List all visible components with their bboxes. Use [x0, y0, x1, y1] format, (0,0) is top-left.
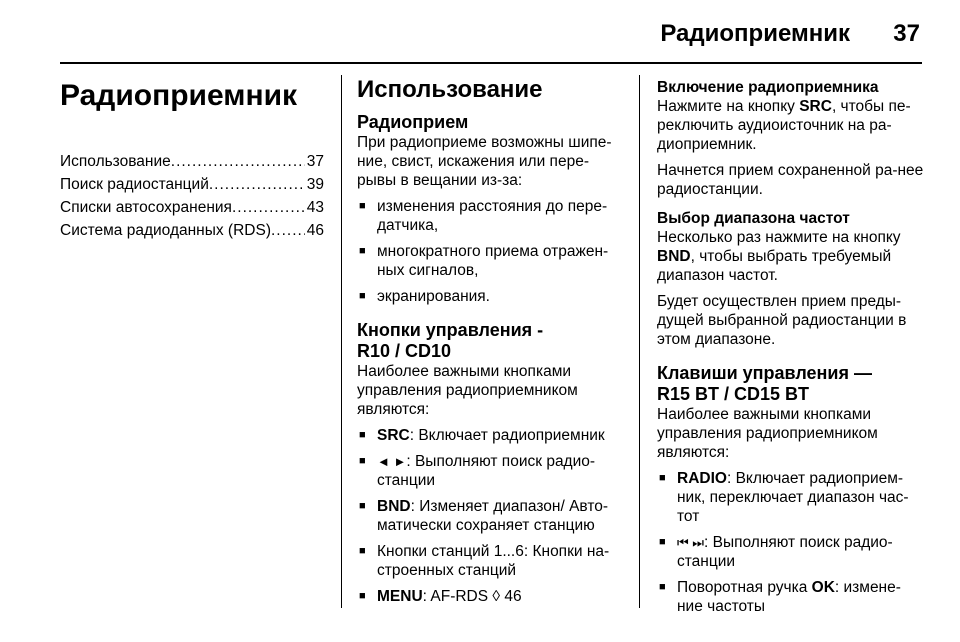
toc-label: Поиск радиостанций — [60, 176, 209, 193]
bnd-text: : Изменяет диапазон/ Авто-матически сохраняет станцию — [377, 498, 609, 534]
controls-column — [657, 70, 925, 623]
toc-label: Система радиоданных (RDS) — [60, 222, 271, 239]
table-of-contents — [60, 150, 324, 242]
src-key: SRC — [799, 98, 832, 115]
toc-leader — [209, 173, 305, 196]
column-divider-1 — [341, 75, 342, 608]
list-item — [657, 533, 925, 571]
power-text-a: Нажмите на кнопку — [657, 98, 800, 115]
list-item: ■ многократного приема отражен-ных сигналов, — [357, 242, 621, 280]
band-text-a: Несколько раз нажмите на кнопку — [657, 229, 901, 246]
radio-heading: Радиоприем — [357, 112, 469, 132]
src-key: SRC — [377, 427, 410, 444]
toc-page: 37 — [306, 153, 324, 170]
toc-column — [60, 70, 324, 242]
keys-heading-line2: R15 BT / CD15 BT — [657, 384, 810, 404]
bnd-key: BND — [657, 248, 691, 265]
power-heading: Включение радиоприемника — [657, 79, 879, 96]
page-ref-icon: ◊ — [492, 588, 501, 605]
toc-entry[interactable] — [60, 150, 324, 173]
menu-key: MENU — [377, 588, 423, 605]
toc-leader — [232, 196, 305, 219]
band-text-b: , чтобы выбрать требуемый диапазон частот. — [657, 248, 892, 284]
seek-skip-icon: ⏮ ⏭ — [677, 535, 705, 550]
toc-leader — [171, 150, 305, 173]
seek-text: : Выполняют поиск радио-станции — [677, 534, 893, 570]
buttons-list — [357, 426, 621, 606]
page-ref-number[interactable]: 46 — [504, 588, 522, 605]
page-number: 37 — [893, 20, 920, 47]
knob-text-b: : измене-ние частоты — [677, 579, 901, 615]
toc-entry[interactable] — [60, 219, 324, 242]
toc-leader — [271, 219, 305, 242]
band-text — [657, 228, 925, 285]
toc-entry[interactable] — [60, 196, 324, 219]
band-text-2: Будет осуществлен прием преды-дущей выбранной радиостанции в этом диапазоне. — [657, 293, 907, 348]
list-item — [357, 452, 621, 490]
list-item — [357, 497, 621, 535]
usage-column — [357, 70, 621, 613]
list-item: ■ изменения расстояния до пере-датчика, — [357, 197, 621, 235]
list-item — [357, 587, 621, 606]
keys-list — [657, 469, 925, 616]
section-title: Использование — [357, 76, 543, 103]
list-item — [657, 578, 925, 616]
page-header — [0, 0, 960, 62]
knob-text-a: Поворотная ручка — [677, 579, 812, 596]
ok-key: OK — [811, 579, 835, 596]
list-item — [657, 469, 925, 526]
toc-page: 46 — [306, 222, 324, 239]
power-text — [657, 97, 925, 154]
arrows-text: : Выполняют поиск радио-станции — [377, 453, 596, 489]
toc-label: Использование — [60, 153, 171, 170]
toc-label: Списки автосохранения — [60, 199, 232, 216]
power-text-2: Начнется прием сохраненной ра-нее радиостанции. — [657, 162, 924, 198]
toc-page: 39 — [306, 176, 324, 193]
chapter-title: Радиоприемник — [60, 79, 298, 112]
buttons-heading-line1: Кнопки управления - — [357, 320, 544, 340]
src-text: : Включает радиоприемник — [409, 427, 605, 444]
power-text-b: , чтобы пе-реключить аудиоисточник на ра-диоприемник. — [657, 98, 911, 153]
buttons-heading-line2: R10 / CD10 — [357, 341, 452, 361]
seek-arrows-icon: ◄ ► — [377, 454, 407, 469]
list-item — [357, 426, 621, 445]
radio-key: RADIO — [677, 470, 727, 487]
keys-intro: Наиболее важными кнопками управления радиоприемником являются: — [657, 406, 878, 461]
list-item: ■ экранирования. — [357, 287, 621, 306]
list-item: ■ Кнопки станций 1...6: Кнопки на-строенных станций — [357, 542, 621, 580]
radio-bullets — [357, 197, 621, 306]
bnd-key: BND — [377, 498, 411, 515]
column-divider-2 — [639, 75, 640, 608]
buttons-intro: Наиболее важными кнопками управления радиоприемником являются: — [357, 363, 578, 418]
toc-entry[interactable] — [60, 173, 324, 196]
keys-heading-line1: Клавиши управления — — [657, 363, 872, 383]
radio-text: : Включает радиоприем-ник, переключает диапазон час-тот — [677, 470, 909, 525]
menu-text: : AF-RDS — [422, 588, 489, 605]
header-rule — [60, 62, 922, 64]
header-title: Радиоприемник — [660, 20, 850, 47]
toc-page: 43 — [306, 199, 324, 216]
radio-intro: При радиоприеме возможны шипе-ние, свист, искажения или пере-рывы в вещании из-за: — [357, 134, 612, 189]
band-heading: Выбор диапазона частот — [657, 210, 850, 227]
